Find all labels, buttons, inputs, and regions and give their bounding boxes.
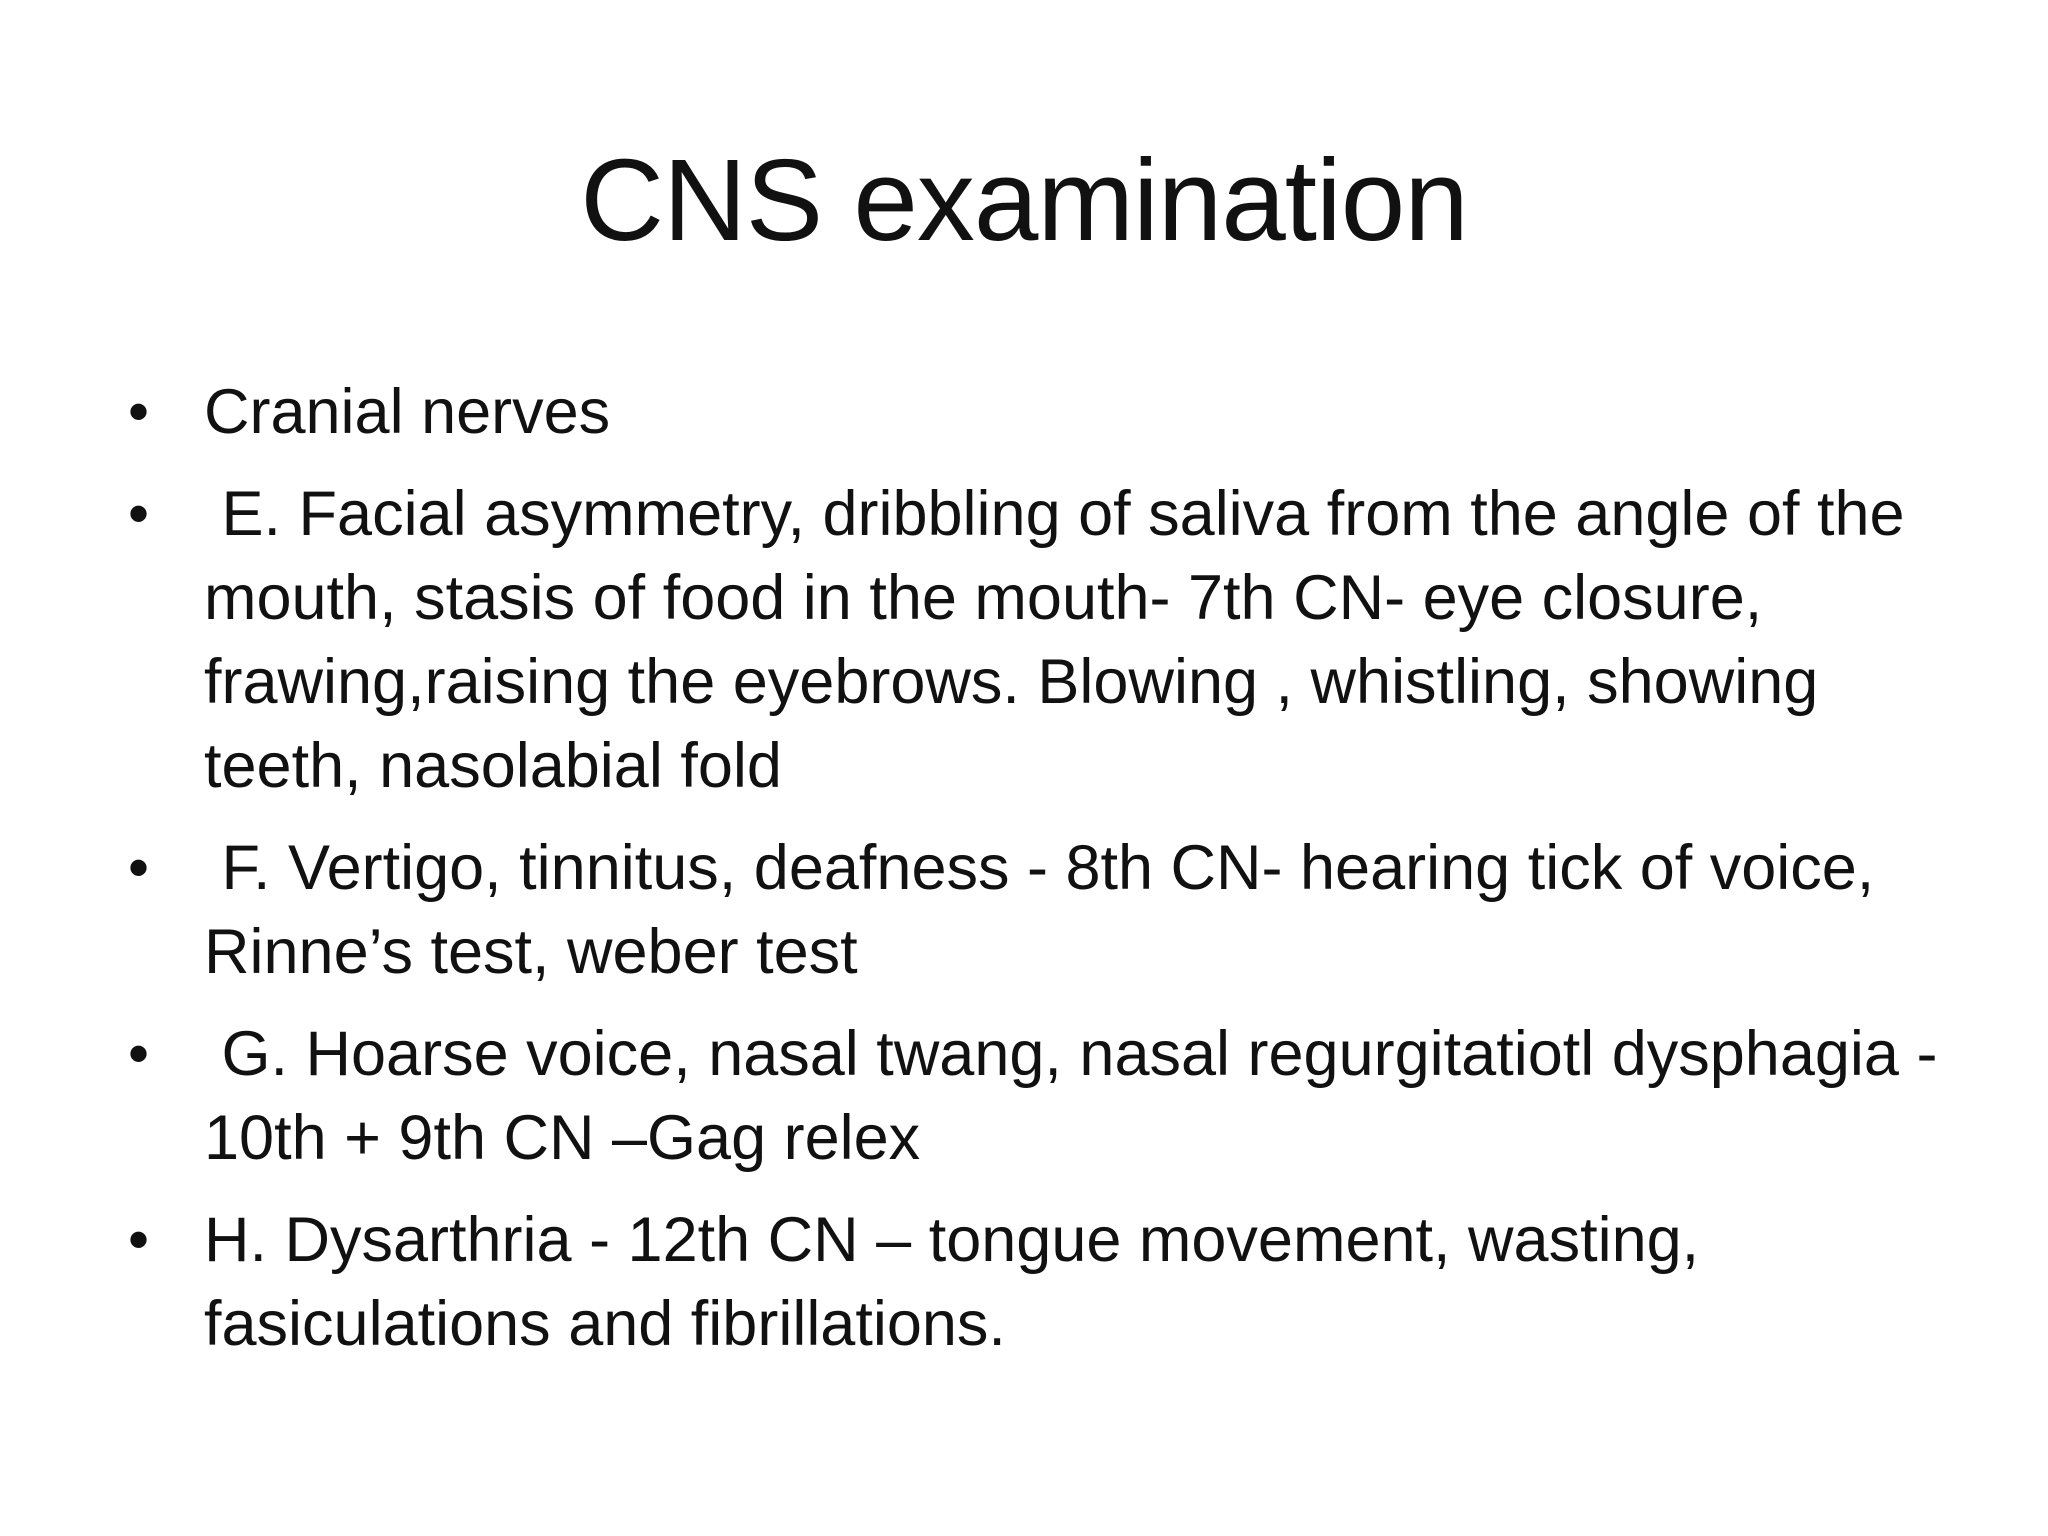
bullet-icon: • [128, 1206, 150, 1273]
bullet-text-facial: E. Facial asymmetry, dribbling of saliva from the angle of the mouth, stasis of food in the mouth- 7th CN- eye closure, frawing,raising the eyebrows. Blowing , whistling, showing teeth, nasolabial fold [204, 479, 1923, 801]
bullet-icon: • [128, 480, 150, 547]
bullet-icon: • [128, 378, 150, 445]
bullet-item [120, 1012, 1955, 1180]
bullet-item [120, 1198, 1940, 1366]
bullet-list [120, 370, 1955, 1384]
bullet-icon: • [128, 1020, 150, 1087]
bullet-text-hoarse-voice: G. Hoarse voice, nasal twang, nasal regurgitatiotl dysphagia - 10th + 9th CN –Gag relex [204, 1019, 1955, 1173]
bullet-text-cranial-nerves: Cranial nerves [204, 377, 611, 447]
bullet-text-vertigo: F. Vertigo, tinnitus, deafness - 8th CN- hearing tick of voice, Rinne’s test, weber test [204, 833, 1892, 987]
slide-title: CNS examination [580, 135, 1468, 265]
bullet-icon: • [128, 834, 150, 901]
bullet-item [120, 472, 1940, 808]
bullet-text-dysarthria: H. Dysarthria - 12th CN – tongue movement, wasting, fasiculations and fibrillations. [204, 1205, 1717, 1359]
bullet-item [120, 826, 1940, 994]
bullet-item [120, 370, 1940, 454]
